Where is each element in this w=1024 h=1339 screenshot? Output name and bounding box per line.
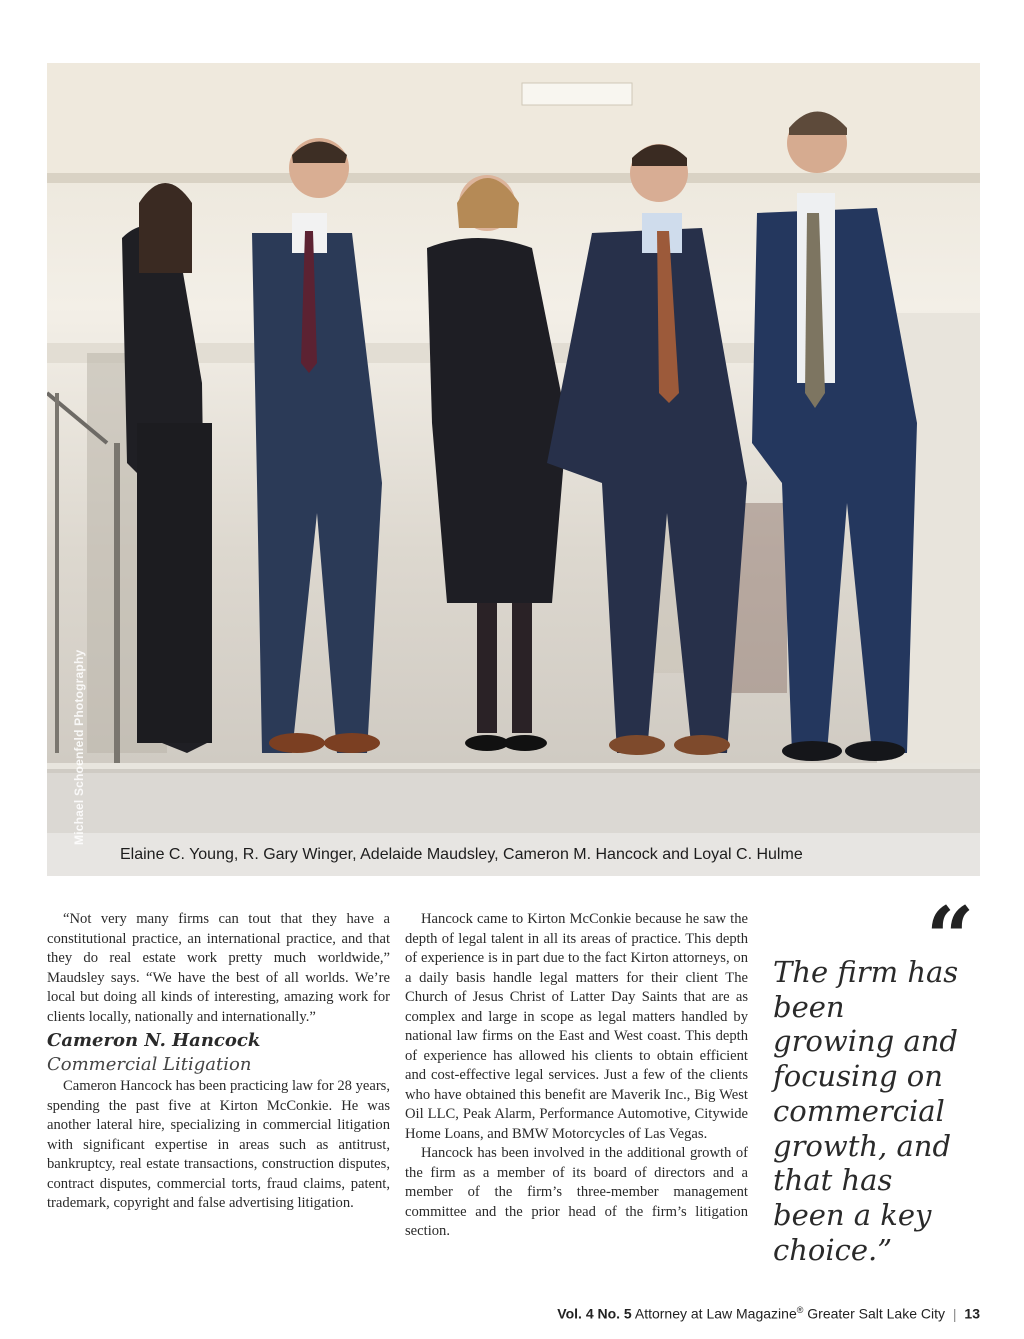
body-paragraph: Hancock came to Kirton McConkie because he saw the depth of legal talent in all its areas of practice. This depth of experience is in part due to the fact Kirton attorneys, on a daily basis handle legal matters for their client The Church of Jesus Christ of Latter Day Saints that are as complex and large in scope as legal matters handled by national law firms on the East and West coast. This depth of experience has allowed his clients to obtain efficient and cost-effective legal services. Just a few of the clients who have obtained this benefit are Maverik Inc., Big West Oil LLC, Peak Alarm, Performance Automotive, Citywide Home Loans, and BMW Motorcycles of Las Vegas. xyxy=(405,911,748,1142)
footer-volume: Vol. 4 No. 5 xyxy=(557,1305,632,1322)
profile-practice-heading: Commercial Litigation xyxy=(47,1054,252,1075)
photo-credit: Michael Schoenfeld Photography xyxy=(72,649,86,845)
body-paragraph: “Not very many firms can tout that they have a constitutional practice, an international practice, and that they do real estate work pretty much worldwide,” Maudsley says. “We have the best of all worlds. We’re local but doing all kinds of interesting, amazing work for clients locally, nationally and internationally.” xyxy=(47,911,390,1025)
group-photo-illustration xyxy=(47,63,980,876)
page-number: 13 xyxy=(964,1305,980,1322)
article-column-1 xyxy=(47,910,390,1214)
footer-edition: Greater Salt Lake City xyxy=(807,1305,945,1322)
article-column-2 xyxy=(405,910,748,1242)
footer-magazine: Attorney at Law Magazine xyxy=(634,1305,797,1322)
group-photo xyxy=(47,63,980,876)
page-footer xyxy=(557,1305,980,1322)
profile-name-heading: Cameron N. Hancock xyxy=(47,1030,261,1051)
registered-mark: ® xyxy=(796,1305,804,1315)
footer-separator: | xyxy=(952,1305,957,1322)
quote-mark-icon: “ xyxy=(926,888,975,987)
pull-quote: The firm has been growing and focusing on commercial growth, and that has been a key choice.” xyxy=(773,955,959,1267)
photo-caption: Elaine C. Young, R. Gary Winger, Adelaide Maudsley, Cameron M. Hancock and Loyal C. Hulme xyxy=(120,846,803,863)
body-paragraph: Hancock has been involved in the additional growth of the firm as a member of its board of directors and a member of the firm’s three-member management committee and the prior head of the firm’s litigation section. xyxy=(405,1145,748,1239)
body-paragraph: Cameron Hancock has been practicing law for 28 years, spending the past five at Kirton McConkie. He was another lateral hire, specializing in commercial litigation with significant expertise in areas such as antitrust, bankruptcy, real estate transactions, construction disputes, contract disputes, commercial torts, fraud claims, patent, trademark, copyright and false advertising litigation. xyxy=(47,1078,391,1211)
